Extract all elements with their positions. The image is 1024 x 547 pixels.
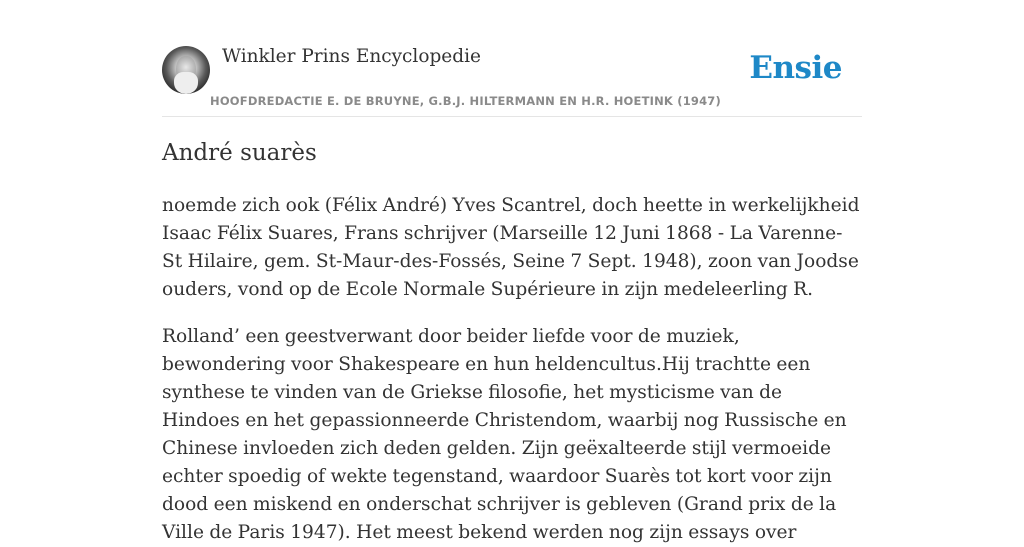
portrait-beard xyxy=(174,72,198,94)
source-title-link[interactable]: Winkler Prins Encyclopedie xyxy=(222,46,481,67)
source-editors-subtitle: HOOFDREDACTIE E. DE BRUYNE, G.B.J. HILTERMANN EN H.R. HOETINK (1947) xyxy=(210,94,721,108)
article-title: André suarès xyxy=(162,140,317,166)
article-paragraph-1: noemde zich ook (Félix André) Yves Scantrel, doch heette in werkelijkheid Isaac Félix Suares, Frans schrijver (Marseille 12 Juni 1868 - La Varenne-St Hilaire, gem. St-Maur-des-Fossés, Seine 7 Sept. 1948), zoon van Joodse ouders, vond op de Ecole Normale Supérieure in zijn medeleerling R. xyxy=(162,195,860,300)
site-header xyxy=(162,0,862,117)
ensie-logo-link[interactable]: Ensie xyxy=(749,50,842,86)
page-container xyxy=(162,0,862,543)
author-portrait-avatar[interactable] xyxy=(162,46,210,94)
article-paragraph-2: Rolland’ een geestverwant door beider liefde voor de muziek, bewondering voor Shakespeare en hun heldencultus.Hij trachtte een synthese te vinden van de Griekse filosofie, het mysticisme van de Hindoes en het gepassionneerde Christendom, waarbij nog Russische en Chinese invloeden zich deden gelden. Zijn geëxalteerde stijl vermoeide echter spoedig of wekte tegenstand, waardoor Suarès tot kort voor zijn dood een miskend en onderschat schrijver is gebleven (Grand prix de la Ville de Paris 1947). Het meest bekend werden nog zijn essays over xyxy=(162,326,847,543)
